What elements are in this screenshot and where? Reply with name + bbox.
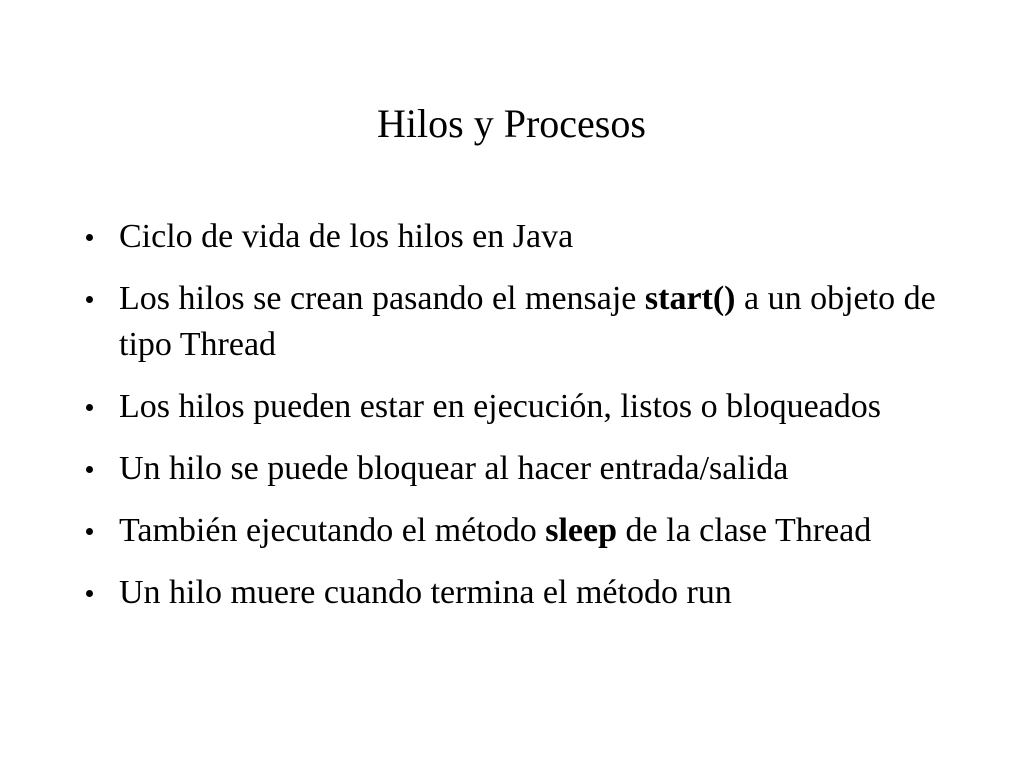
bullet-item: [84, 446, 964, 492]
bullet-item: [84, 276, 964, 368]
bullet-item: [84, 508, 964, 554]
bullet-text: Un hilo muere cuando termina el método run: [119, 574, 732, 611]
bullet-text: Un hilo se puede bloquear al hacer entrada/salida: [119, 450, 789, 487]
bullet-text: Ciclo de vida de los hilos en Java: [119, 218, 574, 255]
bullet-dot-icon: [86, 404, 93, 411]
bullet-dot-icon: [86, 590, 93, 597]
bullet-text: Los hilos pueden estar en ejecución, listos o bloqueados: [119, 388, 881, 425]
bullet-item: [84, 570, 964, 616]
bullet-text-bold: sleep: [545, 512, 618, 549]
bullet-text-bold: start(): [644, 280, 736, 317]
slide-title: Hilos y Procesos: [377, 101, 646, 146]
bullet-dot-icon: [86, 296, 93, 303]
bullet-text-before: Los hilos se crean pasando el mensaje: [119, 280, 645, 317]
bullet-item: [84, 214, 964, 260]
bullet-dot-icon: [86, 234, 93, 241]
bullet-dot-icon: [86, 528, 93, 535]
bullet-text-after: a un objeto de tipo Thread: [119, 280, 936, 363]
bullet-text-before: También ejecutando el método: [119, 512, 546, 549]
bullet-text-after: de la clase Thread: [617, 512, 872, 549]
bullet-dot-icon: [86, 466, 93, 473]
bullet-item: [84, 384, 964, 430]
bullet-list: [84, 214, 964, 632]
